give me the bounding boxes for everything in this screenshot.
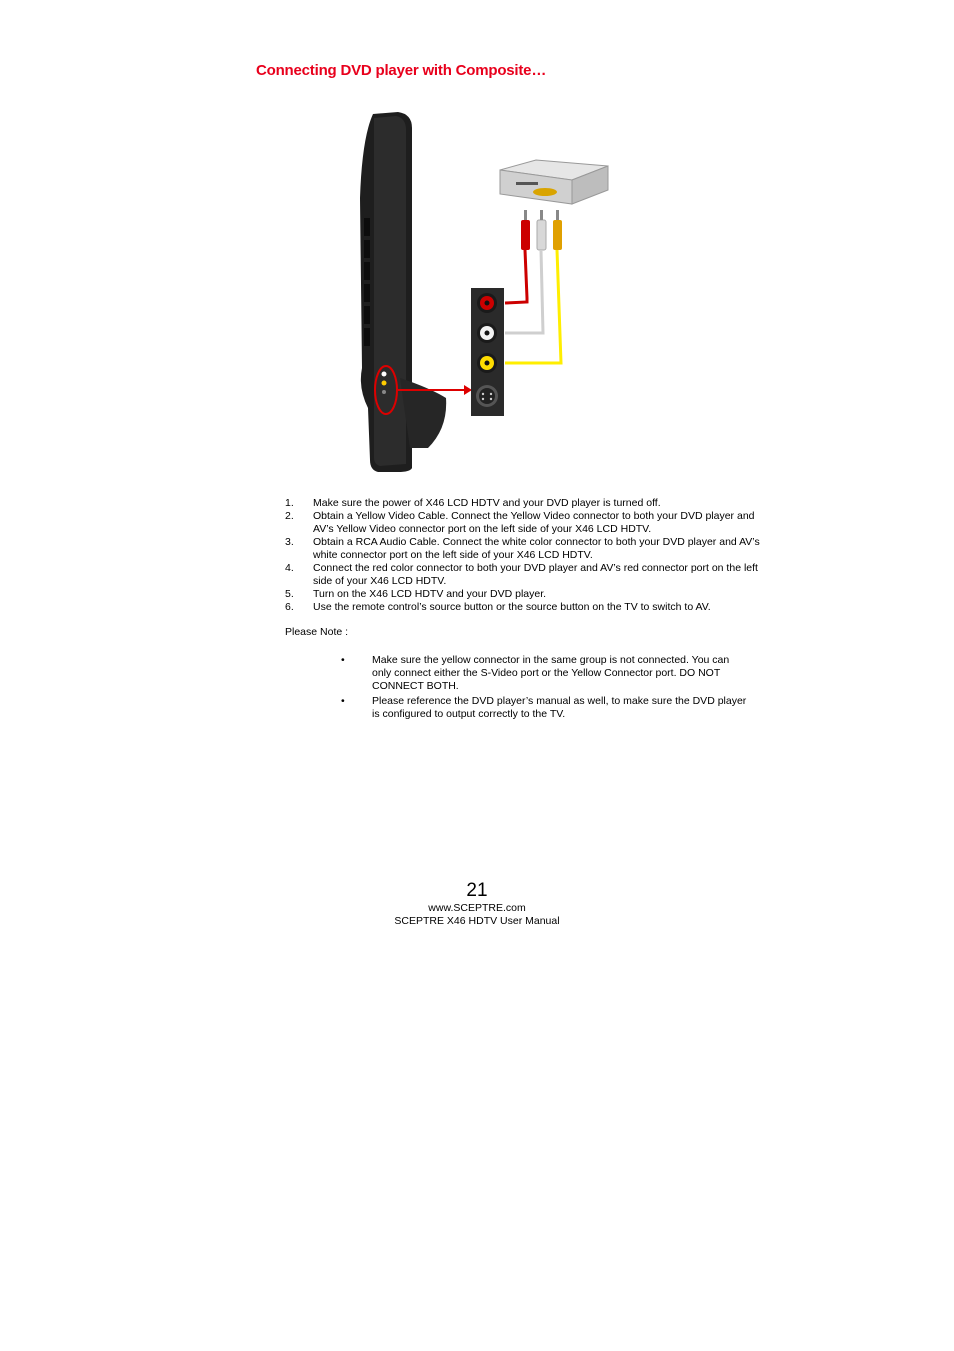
rca-cables — [505, 210, 562, 363]
bullet-symbol: • — [341, 695, 345, 707]
section-title: Connecting DVD player with Composite… — [256, 62, 547, 79]
list-item — [285, 601, 765, 614]
footer-website: www.SCEPTRE.com — [428, 902, 526, 914]
instruction-list — [285, 497, 765, 614]
bullet-text: Make sure the yellow connector in the same group is not connected. You can only connect either the S-Video port or the Yellow Connector port. DO NOT CONNECT BOTH. — [372, 654, 730, 692]
step-text: Use the remote control’s source button or the source button on the TV to switch to AV. — [313, 601, 711, 613]
list-item — [285, 510, 765, 536]
step-text: Connect the red color connector to both your DVD player and AV’s red connector port on the left side of your X46 LCD HDTV. — [313, 562, 758, 587]
list-item — [285, 562, 765, 588]
dvd-player-illustration — [500, 160, 608, 204]
footer-manual-title: SCEPTRE X46 HDTV User Manual — [394, 915, 560, 927]
bullet-symbol: • — [341, 654, 345, 666]
bullet-text: Please reference the DVD player’s manual as well, to make sure the DVD player is configured to output correctly to the TV. — [372, 695, 747, 720]
step-text: Make sure the power of X46 LCD HDTV and your DVD player is turned off. — [313, 497, 661, 509]
list-item — [340, 654, 750, 693]
av-input-panel — [471, 288, 504, 416]
step-number: 5. — [285, 588, 294, 600]
tv-side-view — [360, 112, 472, 472]
step-number: 6. — [285, 601, 294, 613]
step-number: 3. — [285, 536, 294, 548]
step-text: Obtain a Yellow Video Cable. Connect the Yellow Video connector to both your DVD player and AV’s Yellow Video connector port on the left side of your X46 LCD HDTV. — [313, 510, 755, 535]
list-item — [285, 588, 765, 601]
note-bullet-list — [340, 654, 750, 723]
page-number: 21 — [466, 880, 488, 901]
step-number: 2. — [285, 510, 294, 522]
list-item — [285, 536, 765, 562]
list-item — [340, 695, 750, 721]
step-text: Turn on the X46 LCD HDTV and your DVD player. — [313, 588, 547, 600]
step-text: Obtain a RCA Audio Cable. Connect the white color connector to both your DVD player and AV’s white connector port on the left side of your X46 LCD HDTV. — [313, 536, 760, 561]
step-number: 4. — [285, 562, 294, 574]
connection-diagram — [340, 108, 640, 478]
note-label: Please Note : — [285, 626, 349, 638]
step-number: 1. — [285, 497, 294, 509]
list-item — [285, 497, 765, 510]
